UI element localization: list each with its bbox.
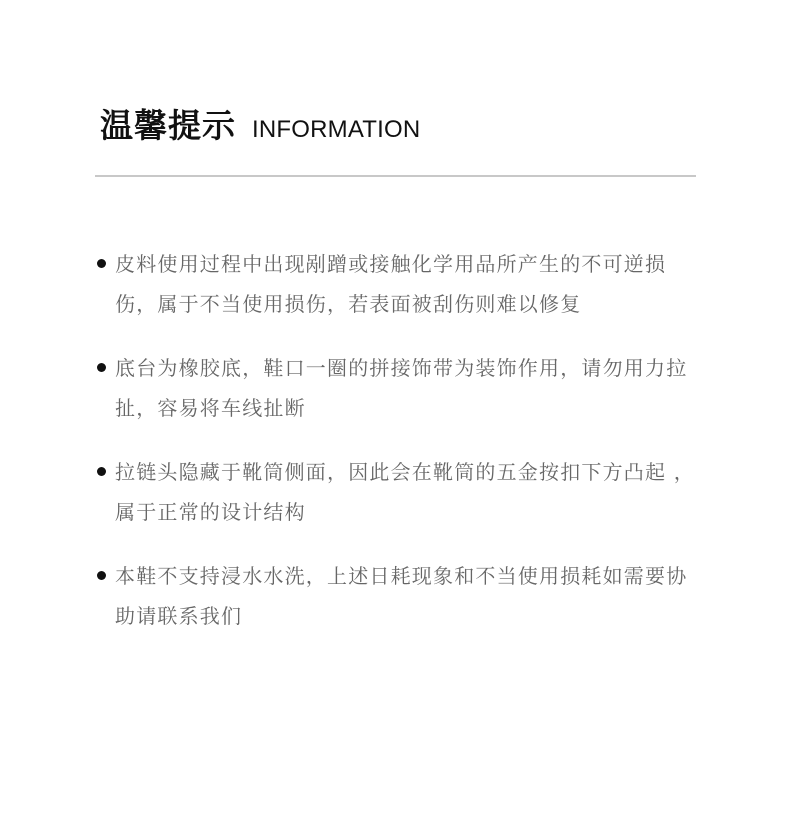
bullet-dot-icon — [97, 363, 106, 372]
list-item — [95, 556, 695, 636]
list-item — [95, 348, 695, 428]
list-item — [95, 244, 695, 324]
page-title: 温馨提示 — [100, 106, 236, 145]
notice-list — [95, 244, 695, 660]
list-item-text: 皮料使用过程中出现剐蹭或接触化学用品所产生的不可逆损伤，属于不当使用损伤，若表面被刮伤则难以修复 — [115, 252, 667, 316]
bullet-dot-icon — [97, 467, 106, 476]
list-item-text: 本鞋不支持浸水水洗，上述日耗现象和不当使用损耗如需要协助请联系我们 — [115, 564, 688, 628]
list-item-text: 底台为橡胶底，鞋口一圈的拼接饰带为装饰作用，请勿用力拉扯，容易将车线扯断 — [115, 356, 688, 420]
page-header — [100, 100, 420, 147]
header-divider — [95, 175, 696, 177]
page-subtitle: INFORMATION — [252, 116, 421, 143]
list-item — [95, 452, 695, 532]
bullet-dot-icon — [97, 571, 106, 580]
list-item-text: 拉链头隐藏于靴筒侧面，因此会在靴筒的五金按扣下方凸起 ，属于正常的设计结构 — [115, 460, 695, 524]
bullet-dot-icon — [97, 259, 106, 268]
